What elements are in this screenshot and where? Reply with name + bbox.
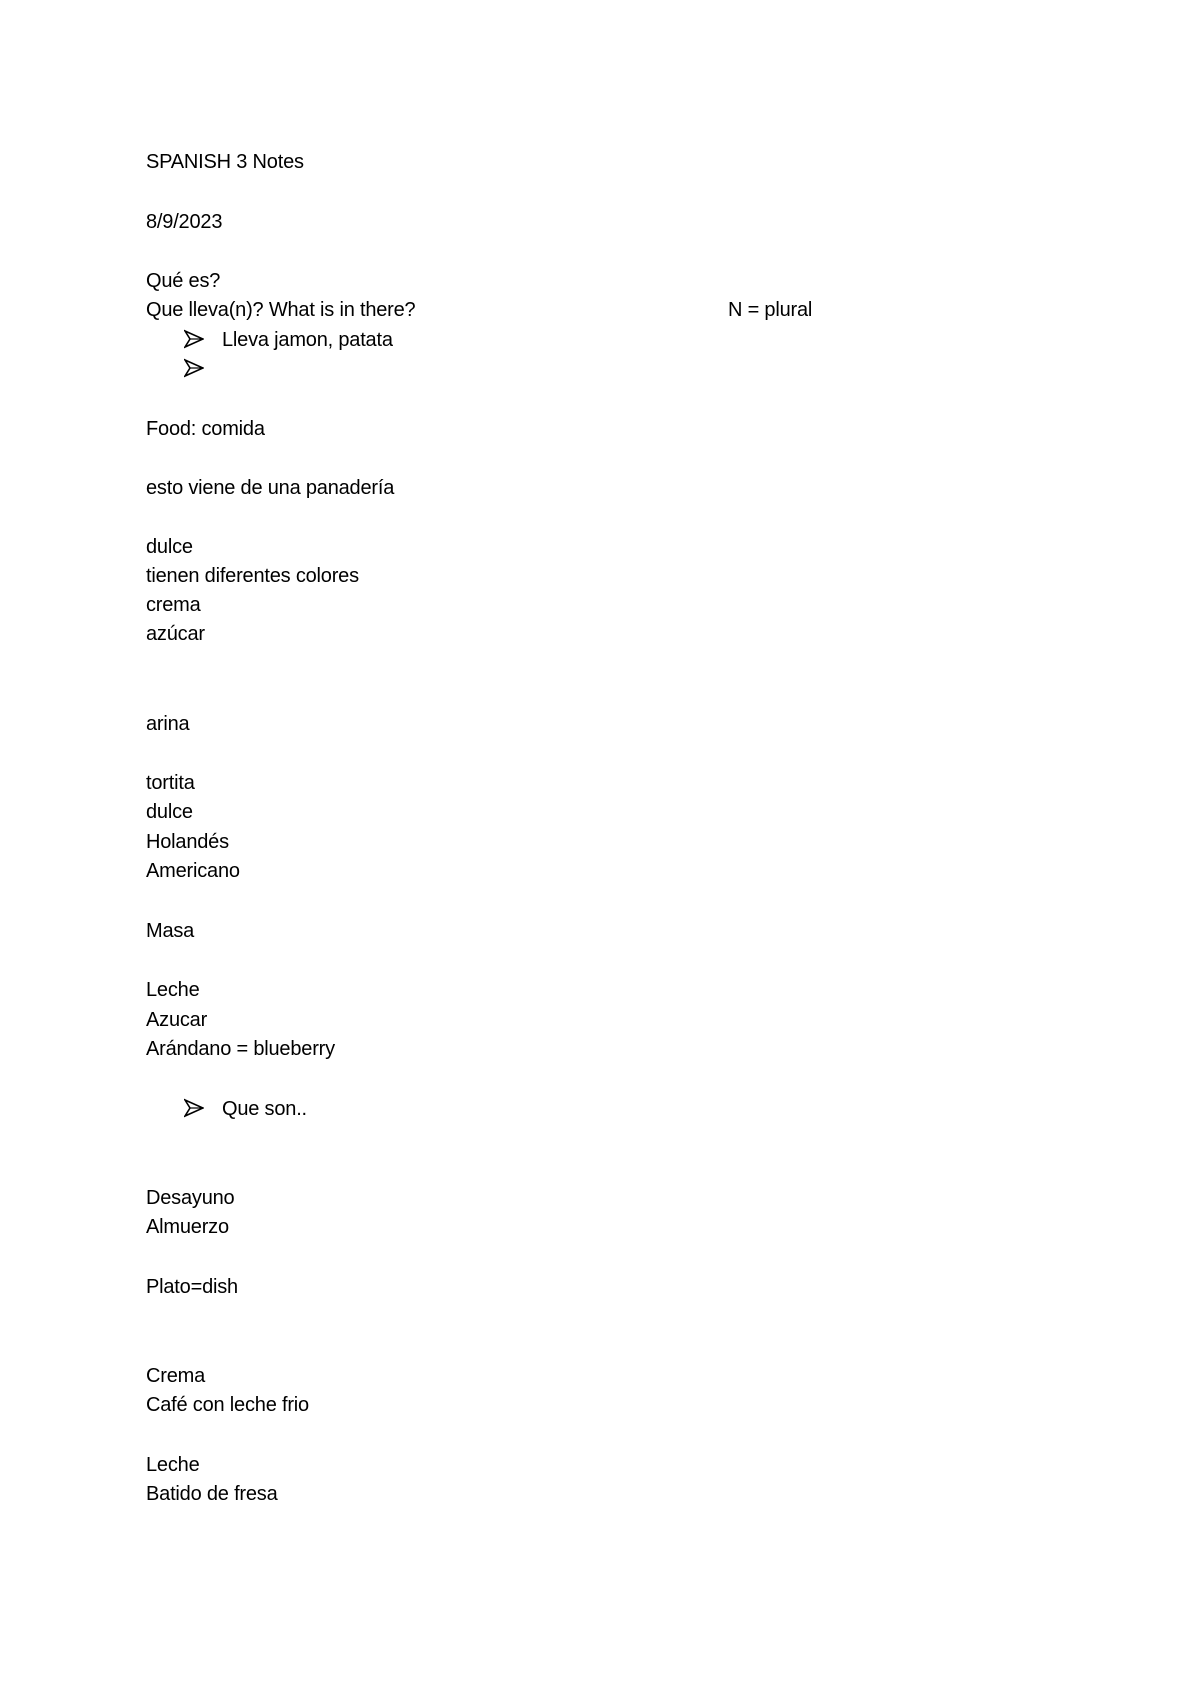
bullet-text: Lleva jamon, patata [222,329,393,351]
question-que-es: Qué es? [146,270,221,292]
note-line: tienen diferentes colores [146,565,359,587]
food-line: Food: comida [146,418,265,440]
note-line: Batido de fresa [146,1483,278,1505]
note-line: crema [146,594,201,616]
note-line: Almuerzo [146,1216,229,1238]
list-item [184,328,393,352]
panaderia-line: esto viene de una panadería [146,477,395,499]
note-line: dulce [146,536,193,558]
question-que-lleva: Que lleva(n)? What is in there? [146,299,416,321]
note-line: Holandés [146,831,229,853]
list-item [184,1097,307,1121]
document-title: SPANISH 3 Notes [146,151,304,173]
note-line: Café con leche frio [146,1394,309,1416]
note-line: Plato=dish [146,1276,238,1298]
note-line: dulce [146,801,193,823]
arrowhead-bullet-icon [184,358,204,378]
note-line: Desayuno [146,1187,235,1209]
arrowhead-bullet-icon [184,329,204,349]
note-line: Masa [146,920,195,942]
note-line: tortita [146,772,195,794]
note-line: azúcar [146,623,205,645]
note-line: Americano [146,860,240,882]
note-line: Azucar [146,1009,208,1031]
note-line: Leche [146,1454,200,1476]
note-line: Arándano = blueberry [146,1038,335,1060]
note-line: arina [146,713,190,735]
note-line: Leche [146,979,200,1001]
arrowhead-bullet-icon [184,1098,204,1118]
list-item [184,357,222,381]
document-date: 8/9/2023 [146,211,223,233]
plural-note: N = plural [728,299,813,321]
note-line: Crema [146,1365,206,1387]
bullet-text: Que son.. [222,1098,307,1120]
